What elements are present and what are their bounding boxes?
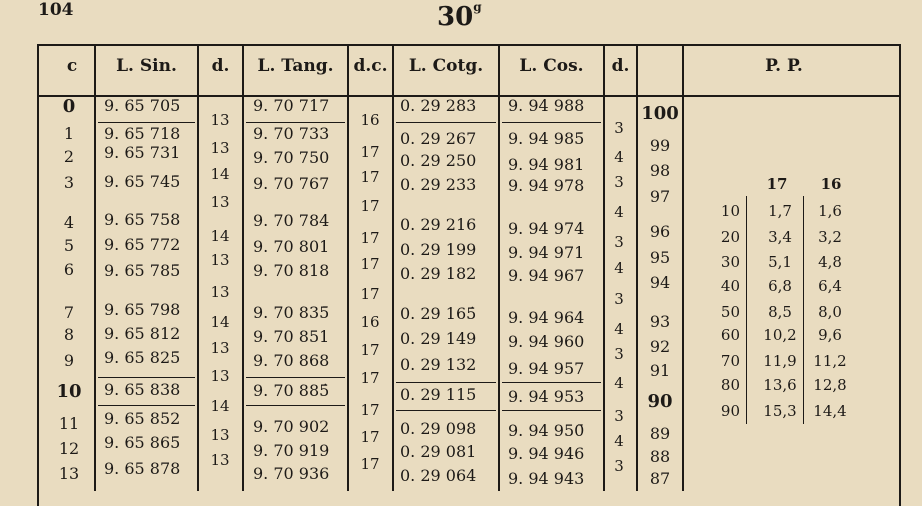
pp-value: 10,2: [763, 326, 797, 344]
row-8-l-sin: 9. 65 812: [104, 324, 181, 343]
row-6-l-cotg: 0. 29 182: [400, 264, 477, 283]
row-9-l-cos: 9. 94 957: [508, 359, 585, 378]
row-13-c: 13: [58, 464, 80, 483]
row-10-l-sin: 9. 65 838: [104, 380, 181, 399]
row-13-l-tang: 9. 70 936: [253, 464, 330, 483]
section-title: [437, 2, 482, 32]
row-0-underline: [502, 122, 601, 123]
row-3-complement: 97: [649, 187, 671, 206]
sin-difference: 13: [210, 251, 230, 269]
row-11-l-cotg: 0. 29 098: [400, 419, 477, 438]
row-3-l-sin: 9. 65 745̄: [104, 172, 181, 191]
cos-difference: 3: [614, 233, 624, 251]
tang-difference: 17: [360, 285, 380, 303]
row-4-l-tang: 9. 70 784: [253, 211, 330, 230]
row-10-l-cos: 9. 94 953: [508, 387, 585, 406]
cos-difference: 3: [614, 173, 624, 191]
row-8-l-tang: 9. 70 851: [253, 327, 330, 346]
sin-difference: 13: [210, 451, 230, 469]
header-d-cos: d.: [611, 56, 630, 76]
cos-difference: 3: [614, 407, 624, 425]
pp-column-17: 17: [766, 175, 788, 193]
row-12-l-cotg: 0. 29 081: [400, 442, 477, 461]
row-5-l-cotg: 0. 29 199: [400, 240, 477, 259]
sin-difference: 13: [210, 139, 230, 157]
row-11-complement: 89: [649, 424, 671, 443]
pp-divider: [803, 196, 804, 424]
row-10-l-cotg: 0. 29 115̄: [400, 385, 477, 404]
row-8-complement: 92: [649, 337, 671, 356]
row-7-l-cos: 9. 94 964: [508, 308, 585, 327]
row-2-c: 2: [63, 147, 75, 166]
row-7-l-tang: 9. 70 835̄: [253, 303, 330, 322]
column-divider: [636, 44, 638, 491]
tang-difference: 17: [360, 197, 380, 215]
row-9-l-sin: 9. 65 825̄: [104, 348, 181, 367]
row-1-l-cotg: 0. 29 267: [400, 129, 477, 148]
row-10-underline: [98, 405, 195, 406]
row-0-complement: 100: [641, 103, 679, 124]
row-7-l-sin: 9. 65 798: [104, 300, 181, 319]
row-8-l-cos: 9. 94 960: [508, 332, 585, 351]
row-13-l-sin: 9. 65 878: [104, 459, 181, 478]
column-divider: [94, 44, 96, 491]
header-l-tang: L. Tang.: [257, 56, 334, 76]
pp-row-number: 70: [720, 352, 740, 370]
row-6-complement: 94: [649, 273, 671, 292]
row-10-underline: [502, 410, 601, 411]
row-3-l-cos: 9. 94 978: [508, 176, 585, 195]
tang-difference: 16: [360, 313, 380, 331]
row-4-l-sin: 9. 65 758: [104, 210, 181, 229]
column-divider: [498, 44, 500, 491]
header-dc: d.c.: [353, 56, 388, 76]
pp-value: 14,4: [813, 402, 847, 420]
row-12-c: 12: [58, 439, 80, 458]
sin-difference: 14: [210, 165, 230, 183]
cos-difference: 3: [614, 290, 624, 308]
tang-difference: 17: [360, 229, 380, 247]
section-title-unit: g: [473, 0, 482, 15]
row-5-l-sin: 9. 65 772: [104, 235, 181, 254]
row-2-l-sin: 9. 65 731: [104, 143, 181, 162]
cos-difference: 3: [614, 457, 624, 475]
cos-difference: 4: [614, 432, 624, 450]
row-13-complement: 87: [649, 469, 671, 488]
row-10-l-tang: 9. 70 885̇: [253, 381, 330, 400]
column-divider: [242, 44, 244, 491]
row-12-l-sin: 9. 65 865̄: [104, 433, 181, 452]
row-7-c: 7: [63, 303, 75, 322]
row-9-l-cotg: 0. 29 132: [400, 355, 477, 374]
pp-value: 1,6: [818, 202, 842, 220]
row-12-l-tang: 9. 70 919: [253, 441, 330, 460]
row-11-l-sin: 9. 65 852: [104, 409, 181, 428]
row-5-l-tang: 9. 70 801: [253, 237, 330, 256]
row-2-l-cos: 9. 94 981: [508, 155, 585, 174]
section-title-value: 30: [437, 2, 474, 32]
row-8-l-cotg: 0. 29 149: [400, 329, 477, 348]
row-1-l-cos: 9. 94 985̄: [508, 129, 585, 148]
row-5-l-cos: 9. 94 971: [508, 243, 585, 262]
pp-value: 8,0: [818, 303, 842, 321]
sin-difference: 13: [210, 426, 230, 444]
row-10-overline: [502, 382, 601, 383]
row-3-c: 3: [63, 173, 75, 192]
row-5-c: 5: [63, 236, 75, 255]
pp-row-number: 20: [720, 228, 740, 246]
row-9-complement: 91: [649, 361, 671, 380]
tang-difference: 16: [360, 111, 380, 129]
row-6-l-sin: 9. 65 785̄: [104, 261, 181, 280]
sin-difference: 14: [210, 227, 230, 245]
row-6-l-cos: 9. 94 967: [508, 266, 585, 285]
row-13-l-cos: 9. 94 943: [508, 469, 585, 488]
row-8-c: 8: [63, 325, 75, 344]
sin-difference: 13: [210, 339, 230, 357]
row-4-complement: 96: [649, 222, 671, 241]
row-12-l-cos: 9. 94 946: [508, 444, 585, 463]
row-0-c: 0: [62, 96, 76, 117]
pp-value: 13,6: [763, 376, 797, 394]
sin-difference: 13: [210, 367, 230, 385]
row-2-l-tang: 9. 70 750: [253, 148, 330, 167]
pp-row-number: 40: [720, 277, 740, 295]
pp-row-number: 80: [720, 376, 740, 394]
row-10-underline: [396, 410, 496, 411]
pp-divider: [746, 196, 747, 424]
row-0-underline: [396, 122, 496, 123]
cos-difference: 4: [614, 374, 624, 392]
row-1-c: 1: [63, 124, 75, 143]
row-11-c: 11: [58, 414, 80, 433]
pp-value: 8,5: [768, 303, 792, 321]
row-11-l-cos: 9. 94 950̄: [508, 421, 585, 440]
pp-value: 6,8: [768, 277, 792, 295]
column-divider: [392, 44, 394, 491]
row-4-l-cos: 9. 94 974: [508, 219, 585, 238]
row-0-underline: [98, 122, 195, 123]
pp-row-number: 30: [720, 253, 740, 271]
tang-difference: 17: [360, 143, 380, 161]
row-3-l-tang: 9. 70 767: [253, 174, 330, 193]
row-6-c: 6: [63, 260, 75, 279]
cos-difference: 4: [614, 203, 624, 221]
cos-difference: 3: [614, 345, 624, 363]
tang-difference: 17: [360, 255, 380, 273]
pp-value: 11,2: [813, 352, 847, 370]
pp-row-number: 60: [720, 326, 740, 344]
row-10-overline: [396, 382, 496, 383]
row-0-l-tang: 9. 70 717: [253, 96, 330, 115]
row-10-complement: 90: [647, 391, 673, 412]
row-9-c: 9: [63, 351, 75, 370]
row-12-complement: 88: [649, 447, 671, 466]
row-1-l-sin: 9. 65 718: [104, 124, 181, 143]
sin-difference: 14: [210, 397, 230, 415]
row-10-c: 10: [56, 381, 82, 402]
pp-value: 11,9: [763, 352, 797, 370]
row-0-l-cotg: 0. 29 283: [400, 96, 477, 115]
row-2-complement: 98: [649, 161, 671, 180]
header-pp: P. P.: [765, 56, 803, 76]
row-9-l-tang: 9. 70 868: [253, 351, 330, 370]
pp-value: 3,2: [818, 228, 842, 246]
column-divider: [682, 44, 684, 491]
tang-difference: 17: [360, 455, 380, 473]
sin-difference: 14: [210, 313, 230, 331]
pp-value: 15,3: [763, 402, 797, 420]
row-10-underline: [246, 405, 345, 406]
header-l-sin: L. Sin.: [116, 56, 177, 76]
tang-difference: 17: [360, 428, 380, 446]
row-5-complement: 95: [649, 248, 671, 267]
row-2-l-cotg: 0. 29 250: [400, 151, 477, 170]
row-13-l-cotg: 0. 29 064: [400, 466, 477, 485]
row-10-overline: [98, 377, 195, 378]
pp-value: 5,1: [768, 253, 792, 271]
tang-difference: 17: [360, 341, 380, 359]
header-d-sin: d.: [211, 56, 230, 76]
sin-difference: 13: [210, 283, 230, 301]
row-11-l-tang: 9. 70 902: [253, 417, 330, 436]
row-4-l-cotg: 0. 29 216: [400, 215, 477, 234]
tang-difference: 17: [360, 168, 380, 186]
cos-difference: 4: [614, 259, 624, 277]
row-7-l-cotg: 0. 29 165̇: [400, 304, 477, 323]
page-number: 104: [38, 0, 74, 20]
sin-difference: 13: [210, 193, 230, 211]
tang-difference: 17: [360, 369, 380, 387]
pp-row-number: 10: [720, 202, 740, 220]
tang-difference: 17: [360, 401, 380, 419]
row-3-l-cotg: 0. 29 233: [400, 175, 477, 194]
pp-value: 3,4: [768, 228, 792, 246]
header-c: c: [66, 56, 78, 76]
sin-difference: 13: [210, 111, 230, 129]
cos-difference: 4: [614, 320, 624, 338]
pp-value: 6,4: [818, 277, 842, 295]
pp-value: 9,6: [818, 326, 842, 344]
row-6-l-tang: 9. 70 818: [253, 261, 330, 280]
row-10-overline: [246, 377, 345, 378]
pp-column-16: 16: [820, 175, 842, 193]
pp-value: 12,8: [813, 376, 847, 394]
row-0-l-sin: 9. 65 705̄: [104, 96, 181, 115]
pp-row-number: 50: [720, 303, 740, 321]
row-0-underline: [246, 122, 345, 123]
row-0-l-cos: 9. 94 988: [508, 96, 585, 115]
pp-row-number: 90: [720, 402, 740, 420]
row-4-c: 4: [63, 213, 75, 232]
pp-value: 4,8: [818, 253, 842, 271]
row-7-complement: 93: [649, 312, 671, 331]
header-l-cotg: L. Cotg.: [408, 56, 484, 76]
cos-difference: 4: [614, 148, 624, 166]
row-1-complement: 99: [649, 136, 671, 155]
header-l-cos: L. Cos.: [519, 56, 584, 76]
pp-value: 1,7: [768, 202, 792, 220]
row-1-l-tang: 9. 70 733: [253, 124, 330, 143]
cos-difference: 3: [614, 119, 624, 137]
